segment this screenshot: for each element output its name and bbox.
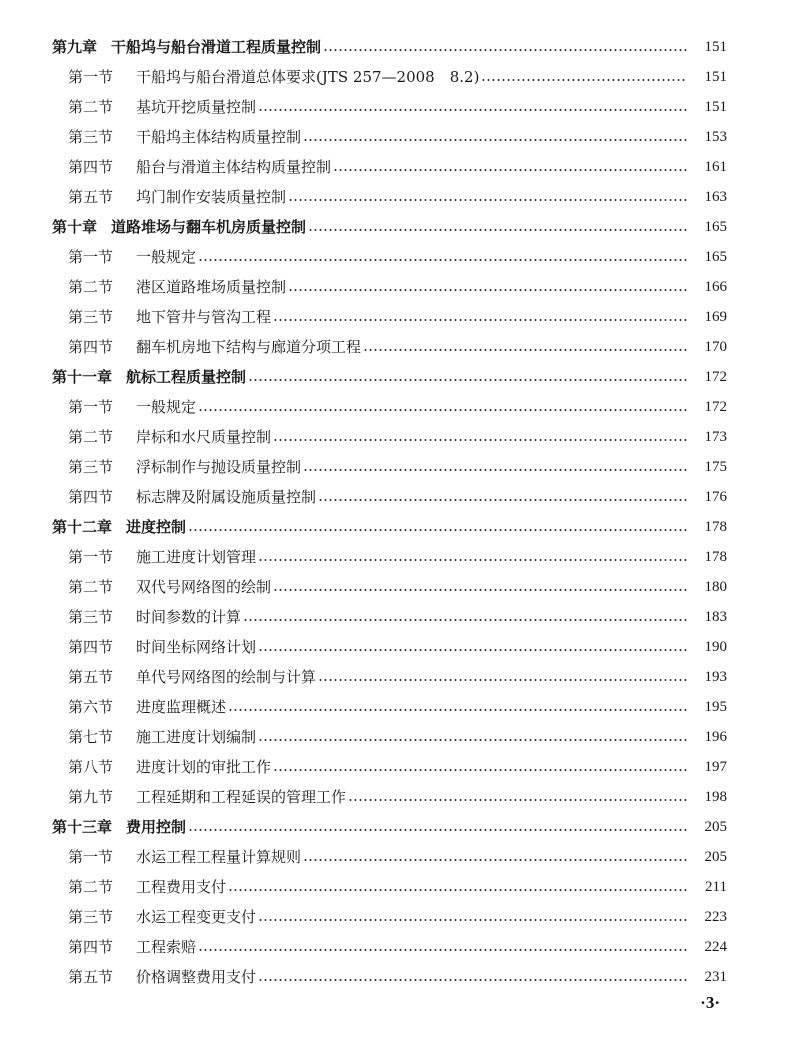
toc-section-row (0, 92, 790, 122)
dot-leader (273, 769, 687, 771)
section-label: 第五节 (68, 968, 114, 986)
page-ref: 196 (704, 729, 727, 745)
page-ref: 153 (704, 129, 727, 145)
section-label: 第二节 (68, 428, 114, 446)
section-title: 工程延期和工程延误的管理工作 (136, 788, 347, 806)
section-label: 第三节 (68, 128, 114, 146)
section-label: 第一节 (68, 848, 114, 866)
page-ref: 165 (704, 219, 727, 235)
section-title: 价格调整费用支付 (136, 968, 257, 986)
page-ref: 161 (704, 159, 727, 175)
section-label: 第一节 (68, 248, 114, 266)
toc-section-row (0, 302, 790, 332)
toc-section-row (0, 722, 790, 752)
chapter-label: 第十二章 (52, 518, 113, 536)
toc-chapter-row (0, 32, 790, 62)
toc-section-row (0, 872, 790, 902)
section-label: 第五节 (68, 668, 114, 686)
dot-leader (333, 169, 687, 171)
page-ref: 176 (704, 489, 727, 505)
page-ref: 172 (704, 399, 727, 415)
toc-section-row (0, 842, 790, 872)
toc-section-row (0, 752, 790, 782)
dot-leader (308, 229, 687, 231)
page-ref: 169 (704, 309, 727, 325)
toc-chapter-row (0, 362, 790, 392)
dot-leader (258, 979, 687, 981)
page-ref: 165 (704, 249, 727, 265)
toc-section-row (0, 542, 790, 572)
page-ref: 223 (704, 909, 727, 925)
toc-section-row (0, 272, 790, 302)
toc-section-row (0, 182, 790, 212)
chapter-label: 第十三章 (52, 818, 113, 836)
page-ref: 205 (704, 819, 727, 835)
dot-leader (363, 349, 687, 351)
section-label: 第八节 (68, 758, 114, 776)
section-title: 时间参数的计算 (136, 608, 242, 626)
section-title: 施工进度计划管理 (136, 548, 257, 566)
section-label: 第一节 (68, 548, 114, 566)
page-ref: 231 (704, 969, 727, 985)
section-label: 第二节 (68, 878, 114, 896)
toc-section-row (0, 902, 790, 932)
page-ref: 193 (704, 669, 727, 685)
dot-leader (258, 559, 687, 561)
section-label: 第二节 (68, 98, 114, 116)
section-label: 第五节 (68, 188, 114, 206)
dot-leader (303, 859, 687, 861)
toc-section-row (0, 932, 790, 962)
page-ref: 175 (704, 459, 727, 475)
toc-section-row (0, 152, 790, 182)
section-label: 第一节 (68, 398, 114, 416)
toc-section-row (0, 122, 790, 152)
section-label: 第七节 (68, 728, 114, 746)
section-title: 进度监理概述 (136, 698, 227, 716)
dot-leader (228, 889, 687, 891)
toc-section-row (0, 692, 790, 722)
chapter-label: 第九章 (52, 38, 98, 56)
page-ref: 172 (704, 369, 727, 385)
section-title: 浮标制作与抛设质量控制 (136, 458, 302, 476)
toc-section-row (0, 242, 790, 272)
section-title: 港区道路堆场质量控制 (136, 278, 287, 296)
page-ref: 151 (704, 39, 727, 55)
chapter-title: 进度控制 (126, 518, 187, 536)
toc-chapter-row (0, 212, 790, 242)
section-title: 一般规定 (136, 398, 197, 416)
table-of-contents (0, 32, 790, 992)
section-label: 第二节 (68, 578, 114, 596)
page-ref: 183 (704, 609, 727, 625)
dot-leader (318, 499, 687, 501)
dot-leader (303, 139, 687, 141)
section-title: 标志牌及附属设施质量控制 (136, 488, 317, 506)
chapter-label: 第十一章 (52, 368, 113, 386)
section-label: 第三节 (68, 608, 114, 626)
section-title: 干船坞主体结构质量控制 (136, 128, 302, 146)
dot-leader (188, 829, 687, 831)
dot-leader (258, 109, 687, 111)
dot-leader (258, 649, 687, 651)
chapter-title: 费用控制 (126, 818, 187, 836)
toc-section-row (0, 602, 790, 632)
toc-section-row (0, 962, 790, 992)
page-ref: 151 (704, 99, 727, 115)
section-title: 工程索赔 (136, 938, 197, 956)
page-ref: 190 (704, 639, 727, 655)
section-title: 一般规定 (136, 248, 197, 266)
page-ref: 180 (704, 579, 727, 595)
chapter-title: 航标工程质量控制 (126, 368, 247, 386)
toc-chapter-row (0, 512, 790, 542)
toc-section-row (0, 452, 790, 482)
section-label: 第四节 (68, 338, 114, 356)
section-label: 第二节 (68, 278, 114, 296)
section-label: 第三节 (68, 908, 114, 926)
page-ref: 195 (704, 699, 727, 715)
dot-leader (348, 799, 687, 801)
toc-section-row (0, 482, 790, 512)
page-ref: 224 (704, 939, 727, 955)
page-number: ·3· (700, 993, 720, 1012)
section-title: 单代号网络图的绘制与计算 (136, 668, 317, 686)
section-title: 时间坐标网络计划 (136, 638, 257, 656)
section-title: 翻车机房地下结构与廊道分项工程 (136, 338, 362, 356)
toc-section-row (0, 332, 790, 362)
chapter-label: 第十章 (52, 218, 98, 236)
page-ref: 166 (704, 279, 727, 295)
page-ref: 170 (704, 339, 727, 355)
dot-leader (273, 439, 687, 441)
dot-leader (288, 289, 687, 291)
section-label: 第三节 (68, 458, 114, 476)
dot-leader (288, 199, 687, 201)
chapter-title: 道路堆场与翻车机房质量控制 (111, 218, 307, 236)
toc-section-row (0, 782, 790, 812)
section-title: 双代号网络图的绘制 (136, 578, 272, 596)
dot-leader (303, 469, 687, 471)
section-title: 水运工程工程量计算规则 (136, 848, 302, 866)
section-label: 第四节 (68, 158, 114, 176)
section-title: 船台与滑道主体结构质量控制 (136, 158, 332, 176)
section-title: 干船坞与船台滑道总体要求(JTS 257—2008 8.2) (136, 68, 480, 86)
dot-leader (198, 949, 687, 951)
dot-leader (258, 919, 687, 921)
section-title: 施工进度计划编制 (136, 728, 257, 746)
toc-chapter-row (0, 812, 790, 842)
section-title: 岸标和水尺质量控制 (136, 428, 272, 446)
toc-section-row (0, 572, 790, 602)
section-label: 第六节 (68, 698, 114, 716)
section-label: 第一节 (68, 68, 114, 86)
page-ref: 178 (704, 519, 727, 535)
section-label: 第九节 (68, 788, 114, 806)
dot-leader (258, 739, 687, 741)
page-ref: 173 (704, 429, 727, 445)
page-ref: 205 (704, 849, 727, 865)
section-label: 第三节 (68, 308, 114, 326)
section-title: 工程费用支付 (136, 878, 227, 896)
section-title: 水运工程变更支付 (136, 908, 257, 926)
section-title: 坞门制作安装质量控制 (136, 188, 287, 206)
dot-leader (248, 379, 687, 381)
dot-leader (273, 589, 687, 591)
toc-section-row (0, 632, 790, 662)
dot-leader (198, 259, 687, 261)
dot-leader (198, 409, 687, 411)
dot-leader (323, 49, 687, 51)
section-label: 第四节 (68, 488, 114, 506)
page-ref: 178 (704, 549, 727, 565)
dot-leader (318, 679, 687, 681)
page-ref: 211 (705, 879, 727, 895)
toc-section-row (0, 392, 790, 422)
section-title: 进度计划的审批工作 (136, 758, 272, 776)
section-title: 地下管井与管沟工程 (136, 308, 272, 326)
dot-leader (481, 79, 687, 81)
page-ref: 163 (704, 189, 727, 205)
chapter-title: 干船坞与船台滑道工程质量控制 (111, 38, 322, 56)
dot-leader (228, 709, 687, 711)
dot-leader (273, 319, 687, 321)
section-label: 第四节 (68, 638, 114, 656)
page-ref: 198 (704, 789, 727, 805)
dot-leader (243, 619, 687, 621)
section-label: 第四节 (68, 938, 114, 956)
page-ref: 197 (704, 759, 727, 775)
page-ref: 151 (704, 69, 727, 85)
dot-leader (188, 529, 687, 531)
section-title: 基坑开挖质量控制 (136, 98, 257, 116)
toc-section-row (0, 422, 790, 452)
toc-section-row (0, 662, 790, 692)
toc-section-row (0, 62, 790, 92)
